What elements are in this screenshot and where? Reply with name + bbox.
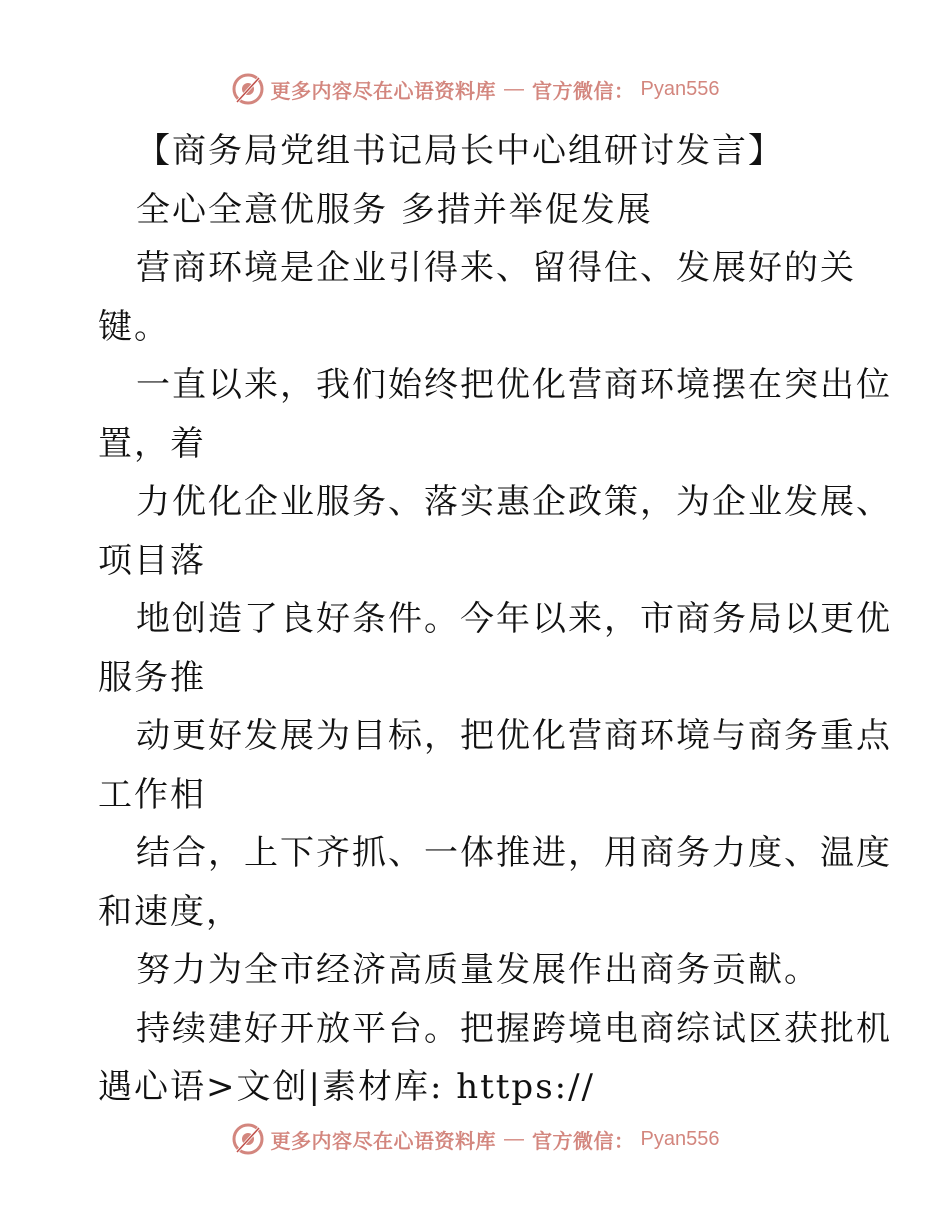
doc-line: 努力为全市经济高质量发展作出商务贡献。 — [136, 950, 820, 990]
header-banner — [0, 72, 950, 106]
header-wechat-label: 官方微信： — [532, 78, 635, 103]
header-banner-separator: — — [504, 77, 525, 100]
doc-line: 结合，上下齐抓、一体推进，用商务力度、温度 — [136, 833, 892, 873]
doc-line: 一直以来，我们始终把优化营商环境摆在突出位 — [136, 365, 892, 405]
doc-line: 持续建好开放平台。把握跨境电商综试区获批机 — [136, 1008, 892, 1049]
doc-line-with-link: 遇心语>文创|素材库: https:// — [98, 1067, 596, 1107]
doc-line: 力优化企业服务、落实惠企政策，为企业发展、 — [136, 482, 892, 522]
footer-banner-text: 更多内容尽在心语资料库 — [270, 1128, 497, 1153]
header-wechat-id: Pyan556 — [640, 77, 720, 100]
footer-wechat-id: Pyan556 — [640, 1127, 720, 1150]
document-body — [98, 122, 892, 1117]
footer-banner — [0, 1122, 950, 1156]
doc-line: 工作相 — [98, 774, 206, 815]
footer-banner-separator: — — [504, 1127, 525, 1150]
doc-line: 服务推 — [98, 657, 206, 698]
doc-title: 【商务局党组书记局长中心组研讨发言】 — [136, 131, 784, 171]
doc-subtitle: 全心全意优服务 多措并举促发展 — [136, 189, 653, 230]
quill-logo-icon — [231, 72, 265, 106]
footer-wechat-label: 官方微信： — [532, 1128, 635, 1153]
doc-line: 动更好发展为目标，把优化营商环境与商务重点 — [136, 716, 892, 756]
doc-line: 置，着 — [98, 423, 206, 464]
doc-line: 键。 — [98, 306, 170, 347]
doc-line: 地创造了良好条件。今年以来，市商务局以更优 — [136, 599, 892, 639]
doc-line: 项目落 — [98, 540, 206, 581]
quill-logo-icon — [231, 1122, 265, 1156]
doc-line: 和速度， — [98, 891, 242, 932]
doc-line: 营商环境是企业引得来、留得住、发展好的关 — [136, 248, 856, 288]
header-banner-text: 更多内容尽在心语资料库 — [270, 78, 497, 103]
